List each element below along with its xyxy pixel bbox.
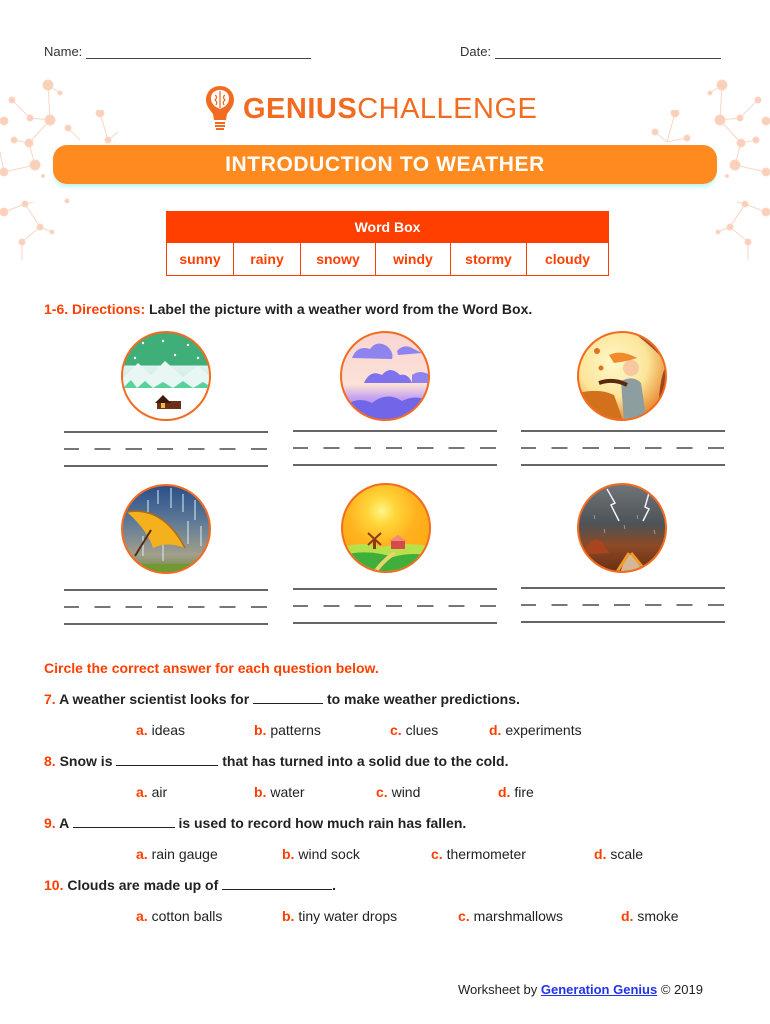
- option-8a[interactable]: [136, 784, 167, 800]
- answer-line-1[interactable]: [64, 431, 268, 467]
- option-7b[interactable]: [254, 722, 321, 738]
- option-9b[interactable]: [282, 846, 360, 862]
- title-banner: [53, 145, 717, 184]
- word-box-item: rainy: [233, 243, 300, 275]
- question-blank[interactable]: [116, 754, 218, 766]
- option-text: air: [151, 784, 168, 800]
- question-7: [44, 691, 520, 707]
- question-number: 9.: [44, 815, 56, 831]
- sunny-farm-picture: [341, 483, 431, 573]
- option-text: clues: [405, 722, 439, 738]
- date-field[interactable]: [460, 44, 721, 59]
- option-text: fire: [514, 784, 534, 800]
- footer-copyright: © 2019: [660, 982, 703, 997]
- option-letter: a.: [136, 784, 148, 800]
- answer-line-4[interactable]: [64, 589, 268, 625]
- directions-text: Label the picture with a weather word from the Word Box.: [149, 301, 533, 317]
- option-7a[interactable]: [136, 722, 185, 738]
- option-text: thermometer: [446, 846, 526, 862]
- option-text: rain gauge: [151, 846, 218, 862]
- directions: [44, 301, 532, 317]
- option-letter: c.: [376, 784, 388, 800]
- option-text: scale: [610, 846, 644, 862]
- word-box-row: [167, 243, 608, 275]
- word-box: [166, 211, 609, 276]
- option-text: cotton balls: [151, 908, 223, 924]
- question-text-before: A weather scientist looks for: [59, 691, 250, 707]
- option-letter: c.: [458, 908, 470, 924]
- question-text-before: Snow is: [59, 753, 113, 769]
- option-letter: c.: [431, 846, 443, 862]
- footer-credit: [458, 982, 703, 997]
- option-letter: c.: [390, 722, 402, 738]
- question-10: [44, 877, 336, 893]
- option-letter: d.: [489, 722, 502, 738]
- question-text-after: .: [332, 877, 337, 893]
- option-10a[interactable]: [136, 908, 222, 924]
- word-box-item: sunny: [179, 251, 221, 267]
- generation-genius-link[interactable]: Generation Genius: [540, 982, 658, 997]
- option-letter: b.: [282, 908, 295, 924]
- brand-name-light: CHALLENGE: [357, 92, 538, 125]
- windy-autumn-picture: [577, 331, 667, 421]
- rainy-umbrella-picture: [121, 484, 211, 574]
- option-9d[interactable]: [594, 846, 643, 862]
- option-letter: d.: [594, 846, 607, 862]
- word-box-item: cloudy: [526, 243, 608, 275]
- question-blank[interactable]: [222, 878, 332, 890]
- option-text: tiny water drops: [298, 908, 398, 924]
- option-text: wind: [391, 784, 421, 800]
- word-box-title: Word Box: [167, 212, 608, 243]
- option-text: ideas: [151, 722, 186, 738]
- option-letter: b.: [254, 784, 267, 800]
- option-letter: b.: [254, 722, 267, 738]
- option-10c[interactable]: [458, 908, 563, 924]
- snowy-cabin-picture: [121, 331, 211, 421]
- option-letter: a.: [136, 722, 148, 738]
- option-9a[interactable]: [136, 846, 218, 862]
- question-number: 7.: [44, 691, 56, 707]
- cloudy-sky-picture: [340, 331, 430, 421]
- question-text-after: that has turned into a solid due to the cold.: [222, 753, 509, 769]
- question-text-before: A: [59, 815, 69, 831]
- stormy-lightning-picture: [577, 483, 667, 573]
- question-9: [44, 815, 466, 831]
- question-blank[interactable]: [253, 692, 323, 704]
- option-text: water: [270, 784, 305, 800]
- answer-line-3[interactable]: [521, 430, 725, 466]
- word-box-item: snowy: [300, 243, 375, 275]
- option-letter: d.: [621, 908, 634, 924]
- answer-line-2[interactable]: [293, 430, 497, 466]
- date-blank-line[interactable]: [495, 47, 721, 59]
- lightbulb-brain-icon: [205, 84, 235, 134]
- name-blank-line[interactable]: [86, 47, 311, 59]
- molecule-decoration-center-right: [645, 110, 695, 150]
- date-label: Date:: [460, 44, 492, 59]
- questions-instruction: Circle the correct answer for each question below.: [44, 660, 379, 676]
- page-title: INTRODUCTION TO WEATHER: [225, 152, 545, 176]
- answer-line-5[interactable]: [293, 588, 497, 624]
- option-letter: a.: [136, 908, 148, 924]
- option-8c[interactable]: [376, 784, 420, 800]
- molecule-decoration-center-left: [60, 110, 120, 150]
- option-letter: b.: [282, 846, 295, 862]
- question-blank[interactable]: [73, 816, 175, 828]
- option-10d[interactable]: [621, 908, 679, 924]
- brand-name: [243, 93, 537, 126]
- option-7c[interactable]: [390, 722, 438, 738]
- word-box-item: windy: [375, 243, 450, 275]
- option-text: experiments: [505, 722, 582, 738]
- genius-challenge-logo: [205, 84, 537, 134]
- question-number: 10.: [44, 877, 64, 893]
- question-8: [44, 753, 509, 769]
- option-text: smoke: [637, 908, 679, 924]
- question-text-after: is used to record how much rain has fallen.: [178, 815, 467, 831]
- option-7d[interactable]: [489, 722, 582, 738]
- question-number: 8.: [44, 753, 56, 769]
- option-text: wind sock: [298, 846, 360, 862]
- word-box-item: stormy: [450, 243, 526, 275]
- name-field[interactable]: [44, 44, 311, 59]
- brand-name-bold: GENIUS: [243, 92, 358, 125]
- name-label: Name:: [44, 44, 83, 59]
- directions-number: 1-6. Directions:: [44, 301, 146, 317]
- option-9c[interactable]: [431, 846, 526, 862]
- option-8b[interactable]: [254, 784, 305, 800]
- option-10b[interactable]: [282, 908, 397, 924]
- option-letter: d.: [498, 784, 511, 800]
- option-text: patterns: [270, 722, 321, 738]
- option-8d[interactable]: [498, 784, 534, 800]
- question-text-before: Clouds are made up of: [67, 877, 219, 893]
- footer-prefix: Worksheet by: [458, 982, 538, 997]
- option-letter: a.: [136, 846, 148, 862]
- option-text: marshmallows: [473, 908, 564, 924]
- answer-line-6[interactable]: [521, 587, 725, 623]
- question-text-after: to make weather predictions.: [326, 691, 520, 707]
